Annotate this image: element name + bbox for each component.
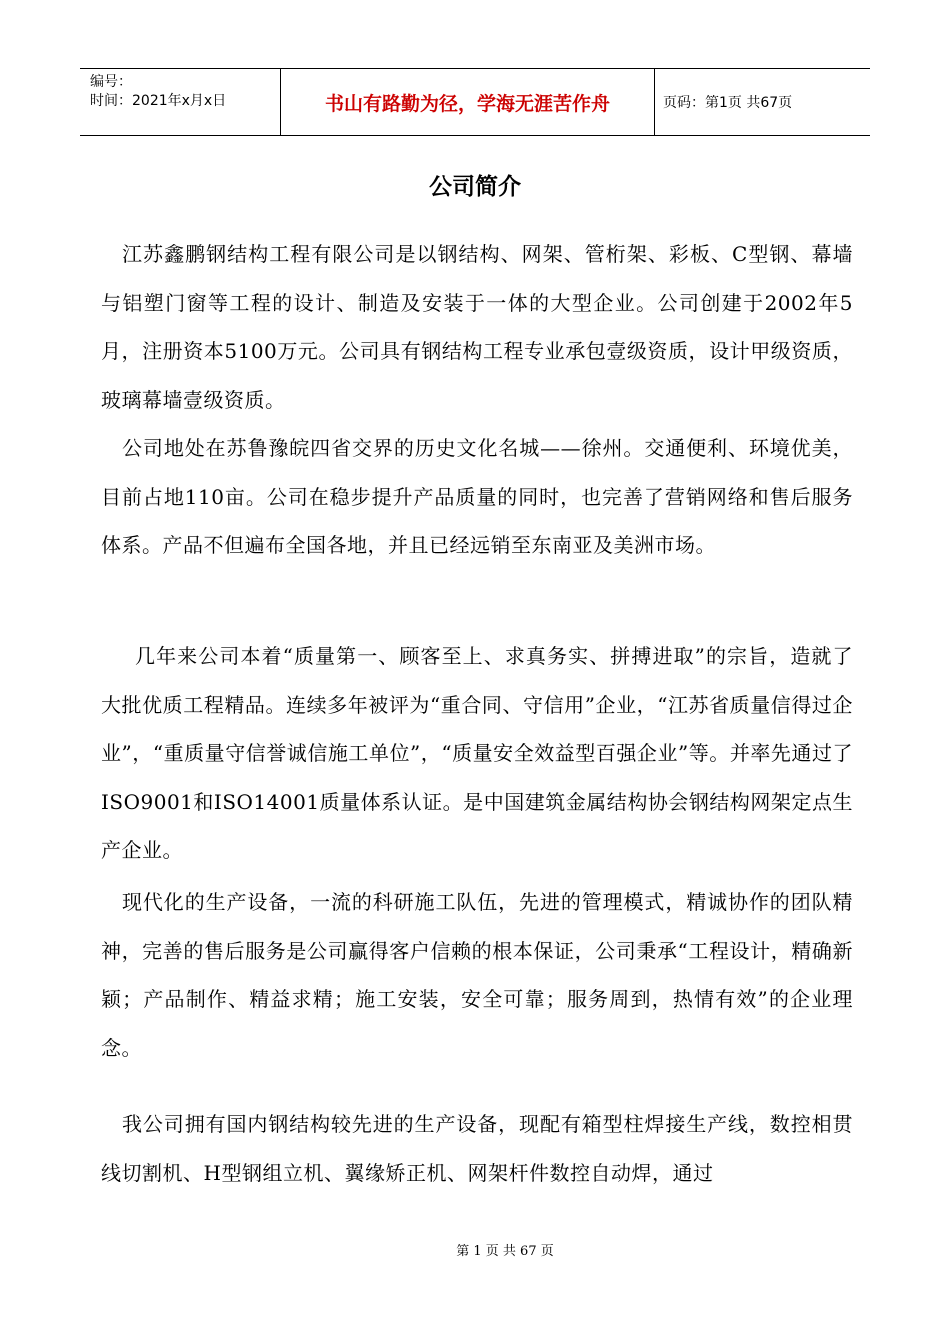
document-title: 公司简介 xyxy=(429,174,521,200)
document-number-label: 编号： xyxy=(90,74,132,90)
header-table xyxy=(80,68,870,136)
paragraph-location: 公司地处在苏鲁豫皖四省交界的历史文化名城——徐州。交通便利、环境优美，目前占地110亩。公司在稳步提升产品质量的同时，也完善了营销网络和售后服务体系。产品不但遍布全国各地，并且已经远销至东南亚及美洲市场。 xyxy=(101,436,853,557)
page-footer: 第 1 页 共 67 页 xyxy=(456,1244,554,1259)
paragraph-philosophy: 现代化的生产设备，一流的科研施工队伍，先进的管理模式，精诚协作的团队精神，完善的售后服务是公司赢得客户信赖的根本保证，公司秉承“工程设计，精确新颖；产品制作、精益求精；施工安装，安全可靠；服务周到，热情有效”的企业理念。 xyxy=(101,890,853,1060)
header-meta-cell xyxy=(80,69,280,135)
paragraph-honors: 几年来公司本着“质量第一、顾客至上、求真务实、拼搏进取”的宗旨，造就了大批优质工程精品。连续多年被评为“重合同、守信用”企业，“江苏省质量信得过企业”，“重质量守信誉诚信施工单位”，“质量安全效益型百强企业”等。并率先通过了ISO9001和ISO14001质量体系认证。是中国建筑金属结构协会钢结构网架定点生产企业。 xyxy=(101,644,853,862)
document-time-label: 时间：2021年x月x日 xyxy=(90,93,227,109)
paragraph-equipment: 我公司拥有国内钢结构较先进的生产设备，现配有箱型柱焊接生产线，数控相贯线切割机、H型钢组立机、翼缘矫正机、网架杆件数控自动焊，通过 xyxy=(101,1112,853,1185)
header-motto: 书山有路勤为径，学海无涯苦作舟 xyxy=(280,69,655,135)
paragraph-intro: 江苏鑫鹏钢结构工程有限公司是以钢结构、网架、管桁架、彩板、C型钢、幕墙与铝塑门窗等工程的设计、制造及安装于一体的大型企业。公司创建于2002年5月，注册资本5100万元。公司具有钢结构工程专业承包壹级资质，设计甲级资质，玻璃幕墙壹级资质。 xyxy=(101,242,853,412)
header-page-info: 页码：第1页 共67页 xyxy=(663,95,793,111)
